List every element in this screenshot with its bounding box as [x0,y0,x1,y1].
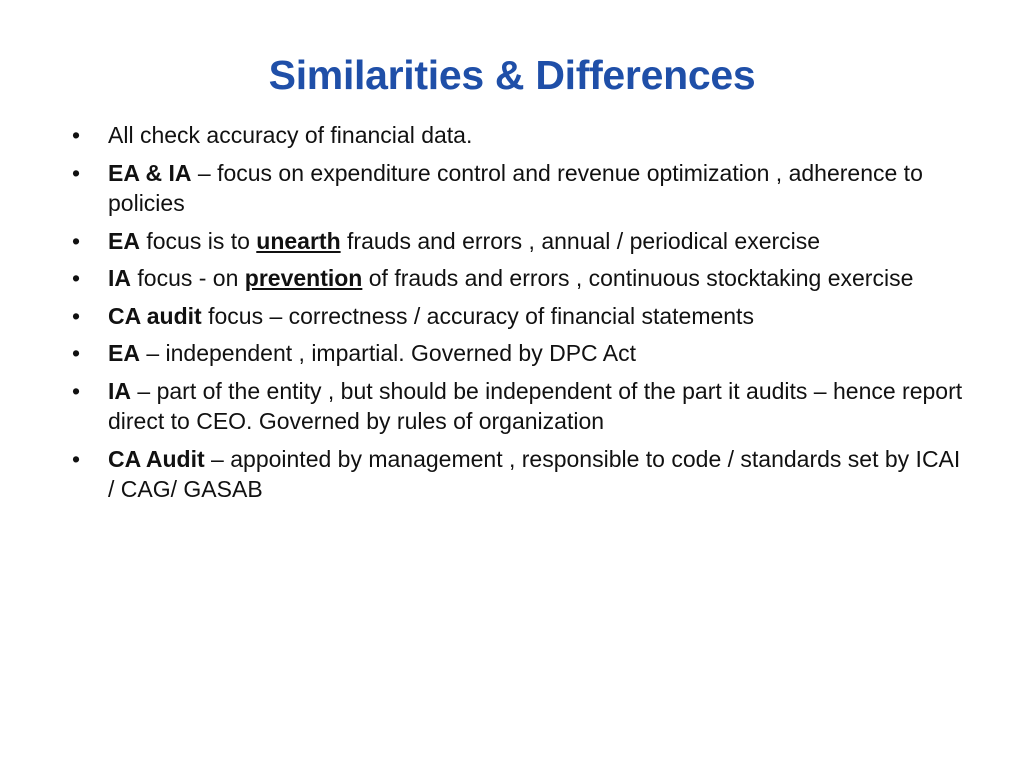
bullet-text: – focus on expenditure control and revenue optimization , adherence to policies [108,159,923,216]
bullet-item [72,444,972,505]
bullet-text: frauds and errors , annual / periodical exercise [340,227,821,254]
bullet-text: – part of the entity , but should be independent of the part it audits – hence report direct to CEO. Governed by rules of organization [108,377,963,434]
bullet-icon: • [72,445,81,472]
bullet-item [72,158,972,219]
bullet-lead: EA [108,227,140,254]
bullet-item [72,263,972,294]
bullet-lead: CA audit [108,302,202,329]
bullet-item [72,301,972,332]
bullet-list [72,120,972,512]
bullet-icon: • [72,340,81,366]
bullet-item [72,338,972,369]
bullet-item [72,120,972,151]
bullet-item [72,226,972,257]
bullet-lead: EA & IA [108,159,192,186]
bullet-text: focus – correctness / accuracy of financial statements [201,302,754,329]
bullet-icon: • [72,302,81,329]
bullet-icon: • [72,265,81,291]
bullet-emphasis: unearth [256,227,341,254]
bullet-text: – independent , impartial. Governed by DPC Act [139,340,637,366]
bullet-emphasis: prevention [244,265,363,291]
bullet-lead: IA [108,265,131,291]
bullet-item [72,376,972,437]
bullet-text: of frauds and errors , continuous stocktaking exercise [362,265,914,291]
bullet-icon: • [72,159,81,186]
bullet-text: focus is to [139,227,257,254]
bullet-text: focus - on [131,265,245,291]
bullet-text: All check accuracy of financial data. [108,122,473,148]
bullet-text: – appointed by management , responsible to code / standards set by ICAI / CAG/ GASAB [108,445,961,502]
bullet-lead: IA [108,377,131,404]
bullet-icon: • [72,227,81,254]
bullet-lead: CA Audit [108,445,205,472]
bullet-icon: • [72,377,81,404]
bullet-lead: EA [108,340,140,366]
bullet-icon: • [72,122,81,148]
slide-title: Similarities & Differences [268,52,756,98]
